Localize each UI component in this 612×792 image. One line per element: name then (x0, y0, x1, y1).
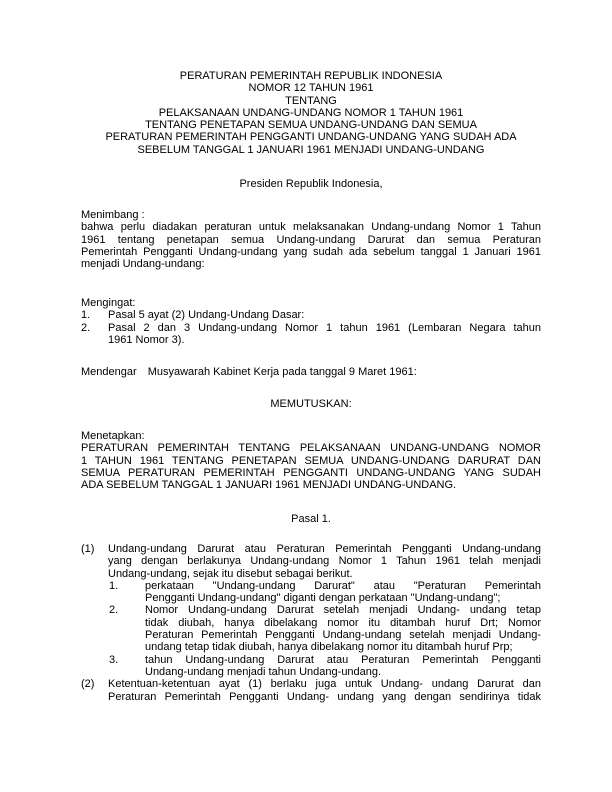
item-number: 1. (81, 309, 91, 322)
item-number: 2. (81, 321, 91, 334)
title-line: SEBELUM TANGGAL 1 JANUARI 1961 MENJADI UNDANG-UNDANG (137, 143, 485, 156)
mendengar-text: Musyawarah Kabinet Kerja pada tanggal 9 Maret 1961: (147, 366, 417, 378)
text-line: 1961 tentang penetapan semua Undang-undang Darurat dan semua Peraturan (81, 233, 541, 246)
text-line: Undang-undang, sejak itu disebut sebagai berikut. (108, 567, 353, 580)
title-line: PELAKSANAAN UNDANG-UNDANG NOMOR 1 TAHUN 1961 (158, 106, 464, 119)
list-item (109, 580, 541, 605)
text-line: 1961 Nomor 3). (108, 333, 185, 346)
text-line: Peraturan Pemerintah Pengganti Undang-undang setelah menjadi Undang- (145, 629, 541, 642)
mendengar-section (81, 366, 541, 378)
text-line: Undang-undang Darurat atau Peraturan Pemerintah Pengganti Undang-undang (108, 543, 541, 555)
text-line: Ketentuan-ketentuan ayat (1) berlaku juga untuk Undang- undang Darurat dan (108, 678, 541, 691)
text-line: Undang-undang menjadi tahun Undang-undang. (145, 665, 382, 678)
title-line: NOMOR 12 TAHUN 1961 (248, 82, 374, 95)
ayat-2 (81, 678, 541, 703)
list-item (109, 604, 541, 653)
menimbang-section (81, 209, 541, 270)
text-line: Pemerintah Pengganti Undang-undang yang sudah ada sebelum tanggal 1 Januari 1961 (81, 245, 541, 258)
text-line: tahun Undang-undang Darurat atau Peraturan Pemerintah Pengganti (145, 653, 541, 666)
text-line: PERATURAN PEMERINTAH TENTANG PELAKSANAAN UNDANG-UNDANG NOMOR (81, 442, 541, 455)
pasal-1-body (81, 543, 541, 703)
list-item (81, 322, 541, 347)
text-line: undang tetap tidak diubah, hanya dibelakang nomor itu ditambah huruf Prp; (145, 641, 513, 654)
item-number: 2. (109, 604, 119, 617)
text-line: yang dengan berlakunya Undang-undang Nomor 1 Tahun 1961 telah menjadi (108, 555, 541, 568)
text-line: Pasal 5 ayat (2) Undang-Undang Dasar: (108, 309, 305, 322)
ayat-number: (1) (81, 543, 95, 555)
text-line: SEMUA PERATURAN PEMERINTAH PENGGANTI UNDANG-UNDANG YANG SUDAH (81, 466, 541, 479)
mengingat-label: Mengingat: (81, 297, 136, 309)
ayat-1 (81, 543, 541, 678)
list-item (81, 309, 541, 321)
text-line: Nomor Undang-undang Darurat setelah menjadi Undang- undang tetap (145, 604, 541, 617)
title-line: TENTANG PENETAPAN SEMUA UNDANG-UNDANG DAN SEMUA (145, 119, 477, 132)
text-line: Peraturan Pemerintah Pengganti Undang- undang yang dengan sendirinya tidak (108, 690, 541, 703)
title-line: PERATURAN PEMERINTAH PENGGANTI UNDANG-UNDANG YANG SUDAH ADA (105, 131, 517, 144)
mendengar-label: Mendengar (81, 366, 137, 378)
mengingat-section (81, 297, 541, 346)
text-line: Pengganti Undang-undang" diganti dengan perkataan "Undang-undang"; (145, 592, 501, 605)
item-number: 1. (109, 579, 119, 592)
memutuskan-heading: MEMUTUSKAN: (270, 398, 352, 410)
document-title (81, 70, 541, 156)
title-line: TENTANG (285, 94, 337, 107)
menetapkan-section (81, 430, 541, 491)
text-line: Pasal 2 dan 3 Undang-undang Nomor 1 tahun 1961 (Lembaran Negara tahun (108, 321, 541, 334)
pasal-1-heading: Pasal 1. (291, 513, 331, 525)
text-line: menjadi Undang-undang: (81, 258, 205, 271)
menetapkan-label: Menetapkan: (81, 430, 145, 442)
president-line: Presiden Republik Indonesia, (239, 178, 383, 190)
text-line: bahwa perlu diadakan peraturan untuk melaksanakan Undang-undang Nomor 1 Tahun (81, 221, 541, 234)
text-line: perkataan "Undang-undang Darurat" atau "Peraturan Pemerintah (145, 579, 541, 592)
item-number: 3. (109, 653, 119, 666)
title-line: PERATURAN PEMERINTAH REPUBLIK INDONESIA (179, 70, 443, 82)
list-item (109, 654, 541, 679)
ayat-number: (2) (81, 678, 95, 691)
text-line: ADA SEBELUM TANGGAL 1 JANUARI 1961 MENJADI UNDANG-UNDANG. (81, 479, 457, 492)
text-line: 1 TAHUN 1961 TENTANG PENETAPAN SEMUA UNDANG-UNDANG DARURAT DAN (81, 454, 541, 467)
text-line: tidak diubah, hanya dibelakang nomor itu ditambah huruf Drt; Nomor (145, 616, 541, 629)
menimbang-label: Menimbang : (81, 209, 145, 221)
